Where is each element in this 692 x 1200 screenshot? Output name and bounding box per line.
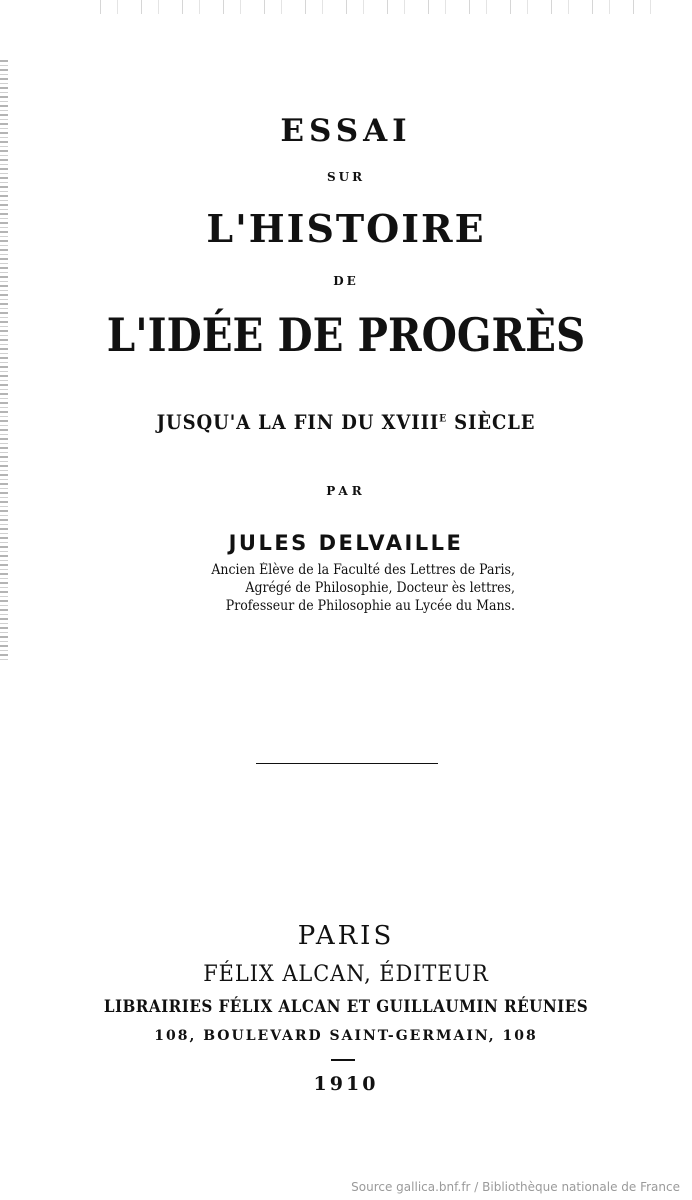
subtitle-suffix: SIÈCLE [446,410,536,434]
by-line: PAR [326,484,366,498]
imprint-city: PARIS [297,921,395,951]
author-credential-1: Ancien Élève de la Faculté des Lettres de Paris, [211,562,516,578]
title-connector-de: DE [333,274,359,288]
title-connector-sur: SUR [326,170,366,184]
subtitle-prefix: JUSQU'A LA FIN DU XVIII [156,410,440,434]
source-credit: Source gallica.bnf.fr / Bibliothèque nationale de France [351,1180,680,1194]
author-credential-3: Professeur de Philosophie au Lycée du Mans. [225,598,516,614]
divider-rule [256,763,438,764]
title-line-essai: ESSAI [280,113,412,149]
title-line-histoire: L'HISTOIRE [206,206,486,251]
subtitle-superscript: E [439,413,447,425]
author-credential-2: Agrégé de Philosophie, Docteur ès lettres, [245,580,515,596]
imprint-libraries: LIBRAIRIES FÉLIX ALCAN ET GUILLAUMIN RÉUNIES [103,997,589,1016]
author-name: JULES DELVAILLE [228,531,464,555]
scan-noise-left-edge [0,60,8,660]
scan-noise-top [100,0,660,14]
imprint-publisher: FÉLIX ALCAN, ÉDITEUR [203,962,489,987]
title-line-idee-de-progres: L'IDÉE DE PROGRÈS [106,308,586,362]
subtitle [35,410,658,434]
year-divider [331,1059,355,1061]
imprint-year: 1910 [313,1073,379,1095]
imprint-address: 108, BOULEVARD SAINT-GERMAIN, 108 [154,1028,538,1044]
